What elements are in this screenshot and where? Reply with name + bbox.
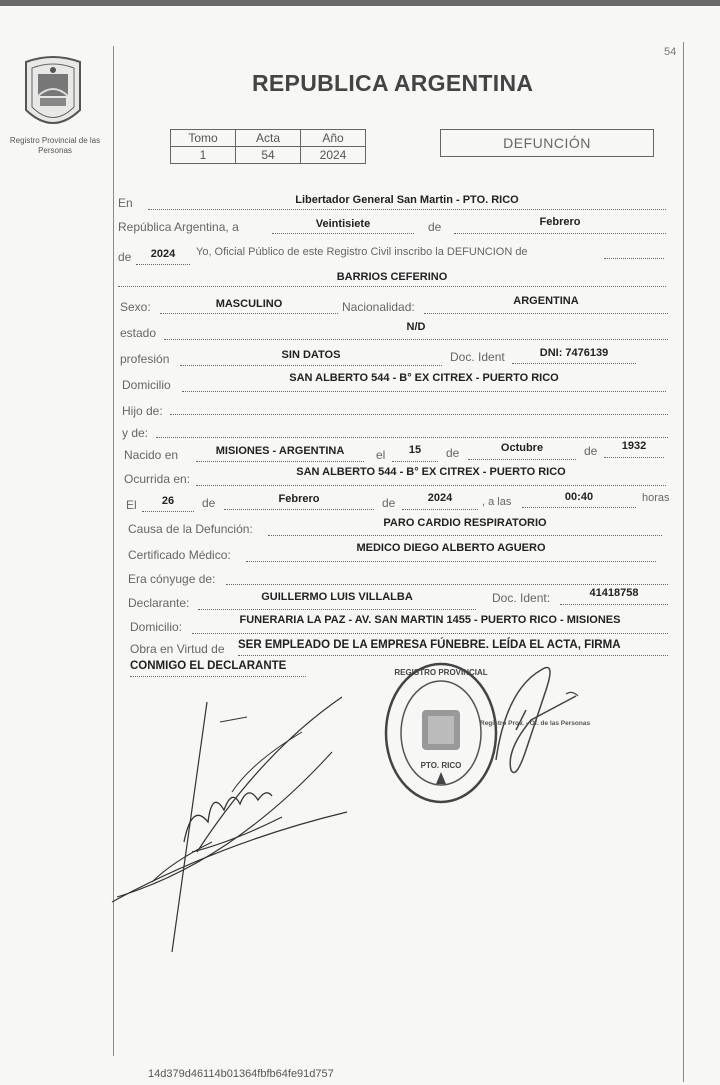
label-ocurrida-en: Ocurrida en: [124, 472, 191, 486]
field-declarante-doc: 41418758 [589, 587, 639, 599]
label-el: el [376, 448, 386, 462]
svg-text:PTO. RICO: PTO. RICO [420, 761, 462, 770]
label-profesion: profesión [120, 352, 170, 366]
label-y-de: y de: [122, 426, 149, 440]
label-el-2: El [126, 498, 137, 512]
field-nac-mes: Octubre [500, 442, 544, 454]
label-doc-ident-2: Doc. Ident: [492, 591, 551, 605]
label-nacido-en: Nacido en [124, 448, 179, 462]
field-def-dia: 26 [161, 495, 175, 507]
page-number: 54 [664, 46, 677, 58]
field-lugar: Libertador General San Martin - PTO. RICO [295, 194, 519, 206]
label-estado: estado [120, 326, 157, 340]
document-hash: 14d379d46114b01364fbfb64fe91d757 [148, 1068, 334, 1080]
official-stamp [382, 660, 500, 806]
label-republica: República Argentina, a [118, 220, 239, 234]
tomo-acta-anio-table [170, 129, 366, 164]
label-causa: Causa de la Defunción: [128, 522, 253, 536]
label-en: En [118, 196, 133, 210]
field-domicilio: SAN ALBERTO 544 - B° EX CITREX - PUERTO RICO [289, 372, 559, 384]
declarant-signature [112, 692, 348, 962]
anio-label: Año [301, 130, 366, 147]
acta-label: Acta [236, 130, 301, 147]
provincial-seal-logo [18, 52, 88, 136]
document-type-box: DEFUNCIÓN [440, 129, 654, 157]
label-obra: Obra en Virtud de [130, 642, 225, 656]
field-ocurrida-en: SAN ALBERTO 544 - B° EX CITREX - PUERTO RICO [296, 466, 566, 478]
label-de-n2: de [584, 444, 598, 458]
label-hijo-de: Hijo de: [122, 404, 163, 418]
tomo-label: Tomo [171, 130, 236, 147]
label-de-n1: de [446, 446, 460, 460]
registry-name: Registro Provincial de las Personas [9, 136, 101, 155]
field-def-anio: 2024 [427, 492, 453, 504]
field-anio: 2024 [150, 248, 176, 260]
label-certificado: Certificado Médico: [128, 548, 231, 562]
field-def-mes: Febrero [278, 493, 320, 505]
label-horas: horas [642, 492, 670, 504]
margin-right-rule [683, 42, 684, 1082]
field-nombre: BARRIOS CEFERINO [336, 271, 448, 283]
field-certificado: MEDICO DIEGO ALBERTO AGUERO [356, 542, 546, 554]
field-estado: N/D [406, 321, 426, 333]
label-doc-ident: Doc. Ident [450, 350, 505, 364]
label-de-o2: de [382, 496, 396, 510]
field-doc: DNI: 7476139 [539, 347, 609, 359]
field-causa: PARO CARDIO RESPIRATORIO [383, 517, 547, 529]
field-hora: 00:40 [564, 491, 594, 503]
field-mes: Febrero [539, 216, 581, 228]
tomo-value: 1 [171, 147, 236, 164]
death-certificate-page [0, 6, 720, 1085]
field-nac-dia: 15 [408, 444, 422, 456]
official-title-text: Registro Prov. - Of. de las Personas [480, 720, 591, 727]
label-de-2: de [118, 250, 132, 264]
label-conyuge: Era cónyuge de: [128, 572, 216, 586]
field-declarante: GUILLERMO LUIS VILLALBA [261, 591, 413, 603]
svg-text:REGISTRO PROVINCIAL: REGISTRO PROVINCIAL [394, 668, 488, 677]
label-declarante: Declarante: [128, 596, 190, 610]
field-obra-2: CONMIGO EL DECLARANTE [130, 660, 287, 672]
label-nacionalidad: Nacionalidad: [342, 300, 415, 314]
label-domicilio: Domicilio [122, 378, 171, 392]
label-a-las: , a las [482, 496, 512, 508]
acta-value: 54 [236, 147, 301, 164]
label-sexo: Sexo: [120, 300, 151, 314]
field-nacido-en: MISIONES - ARGENTINA [215, 445, 345, 457]
page-title: REPUBLICA ARGENTINA [252, 70, 534, 96]
anio-value: 2024 [301, 147, 366, 164]
label-domicilio-2: Domicilio: [130, 620, 183, 634]
field-dia: Veintisiete [315, 218, 371, 230]
field-profesion: SIN DATOS [281, 349, 341, 361]
label-de-o1: de [202, 496, 216, 510]
field-sexo: MASCULINO [215, 298, 283, 310]
field-declarante-domicilio: FUNERARIA LA PAZ - AV. SAN MARTIN 1455 - PUERTO RICO - MISIONES [239, 614, 621, 626]
label-yo-oficial: Yo, Oficial Público de este Registro Civil inscribo la DEFUNCION de [196, 246, 528, 258]
official-signature [486, 650, 596, 786]
field-nac-anio: 1932 [621, 440, 647, 452]
label-de-1: de [428, 220, 442, 234]
field-nacionalidad: ARGENTINA [513, 295, 579, 307]
field-obra-1: SER EMPLEADO DE LA EMPRESA FÚNEBRE. LEÍDA EL ACTA, FIRMA [238, 639, 621, 651]
